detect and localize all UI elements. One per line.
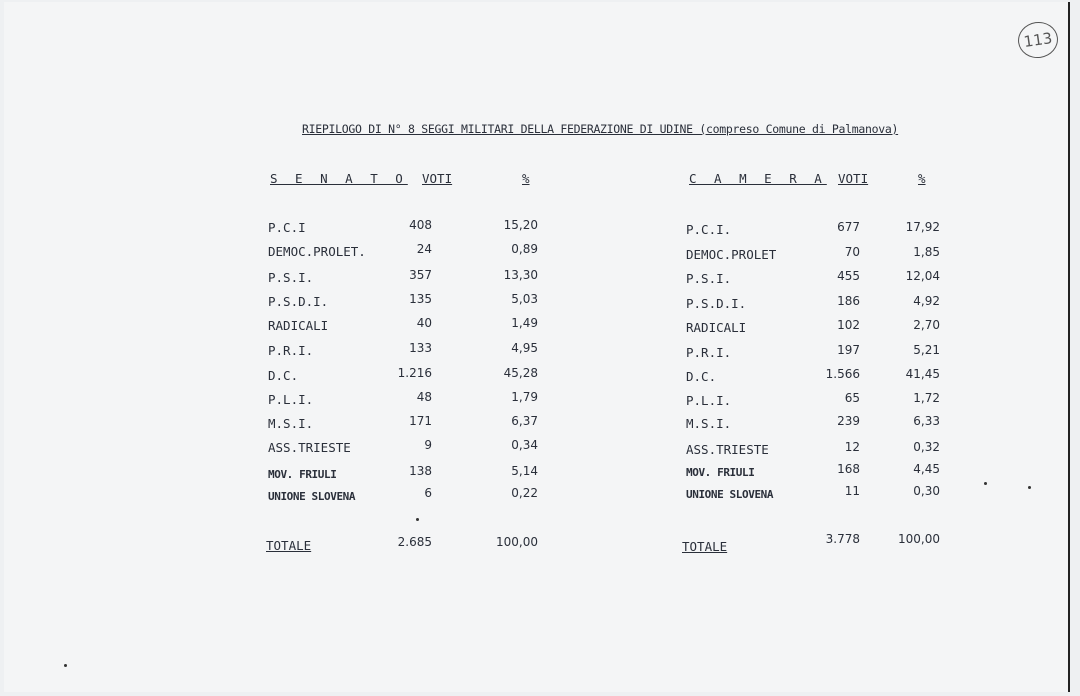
senato-total-label: TOTALE (266, 538, 312, 553)
camera-votes: 65 (844, 391, 860, 405)
senato-party-name: MOV. FRIULI (268, 468, 337, 481)
document-title: RIEPILOGO DI N° 8 SEGGI MILITARI DELLA FEDERAZIONE DI UDINE (compreso Comune di Palmanova) (302, 122, 899, 136)
scan-speck (64, 664, 67, 667)
senato-party-name: RADICALI (268, 318, 329, 333)
senato-percentage: 13,30 (503, 268, 538, 282)
senato-total-votes: 2.685 (397, 535, 432, 549)
senato-votes: 138 (409, 464, 432, 478)
scan-speck (1028, 486, 1031, 489)
camera-votes: 11 (844, 484, 860, 498)
camera-party-name: P.S.D.I. (686, 296, 747, 311)
camera-votes: 186 (837, 294, 860, 308)
senato-party-name: P.S.D.I. (268, 294, 329, 309)
senato-party-name: P.L.I. (268, 392, 314, 407)
camera-votes: 168 (837, 462, 860, 476)
camera-votes: 197 (837, 343, 860, 357)
camera-party-name: ASS.TRIESTE (686, 442, 769, 457)
senato-percentage: 6,37 (511, 414, 538, 428)
senato-votes: 135 (409, 292, 432, 306)
camera-votes: 1.566 (825, 367, 860, 381)
camera-party-name: MOV. FRIULI (686, 466, 755, 479)
senato-votes: 171 (409, 414, 432, 428)
camera-party-name: P.S.I. (686, 271, 732, 286)
senato-party-name: P.R.I. (268, 343, 314, 358)
senato-percentage: 0,89 (511, 242, 538, 256)
camera-party-name: M.S.I. (686, 416, 732, 431)
senato-votes: 48 (416, 390, 432, 404)
scan-speck (984, 482, 987, 485)
camera-percentage: 41,45 (905, 367, 940, 381)
senato-party-name: UNIONE SLOVENA (268, 490, 356, 503)
camera-total-votes: 3.778 (825, 532, 860, 546)
senato-percentage: 1,49 (511, 316, 538, 330)
camera-total-label: TOTALE (682, 539, 728, 554)
camera-votes: 12 (844, 440, 860, 454)
camera-percentage: 2,70 (913, 318, 940, 332)
senato-header: S E N A T O (270, 171, 408, 186)
camera-percentage: 12,04 (905, 269, 940, 283)
senato-percentage: 1,79 (511, 390, 538, 404)
camera-pct-header: % (918, 171, 926, 186)
camera-total-pct: 100,00 (898, 532, 940, 546)
camera-party-name: P.L.I. (686, 393, 732, 408)
camera-percentage: 0,30 (913, 484, 940, 498)
senato-party-name: P.S.I. (268, 270, 314, 285)
camera-votes: 70 (844, 245, 860, 259)
senato-party-name: P.C.I (268, 220, 306, 235)
senato-votes: 40 (416, 316, 432, 330)
senato-votes: 408 (409, 218, 432, 232)
camera-votes: 677 (837, 220, 860, 234)
senato-party-name: ASS.TRIESTE (268, 440, 351, 455)
senato-votes: 6 (424, 486, 432, 500)
senato-votes: 133 (409, 341, 432, 355)
senato-pct-header: % (522, 171, 530, 186)
document-page (4, 2, 1070, 692)
camera-percentage: 0,32 (913, 440, 940, 454)
camera-party-name: UNIONE SLOVENA (686, 488, 774, 501)
senato-party-name: M.S.I. (268, 416, 314, 431)
camera-percentage: 5,21 (913, 343, 940, 357)
camera-header: C A M E R A (689, 171, 827, 186)
camera-party-name: D.C. (686, 369, 717, 384)
camera-party-name: P.R.I. (686, 345, 732, 360)
camera-votes: 239 (837, 414, 860, 428)
senato-percentage: 4,95 (511, 341, 538, 355)
senato-percentage: 0,34 (511, 438, 538, 452)
senato-percentage: 5,14 (511, 464, 538, 478)
scan-speck (416, 518, 419, 521)
senato-votes: 357 (409, 268, 432, 282)
senato-total-pct: 100,00 (496, 535, 538, 549)
senato-votes-header: VOTI (422, 171, 453, 186)
camera-party-name: RADICALI (686, 320, 747, 335)
senato-percentage: 45,28 (503, 366, 538, 380)
senato-percentage: 5,03 (511, 292, 538, 306)
senato-party-name: D.C. (268, 368, 299, 383)
senato-votes: 9 (424, 438, 432, 452)
folio-number: 113 (1016, 19, 1061, 60)
camera-votes: 102 (837, 318, 860, 332)
camera-percentage: 1,72 (913, 391, 940, 405)
camera-votes: 455 (837, 269, 860, 283)
camera-percentage: 4,45 (913, 462, 940, 476)
camera-party-name: P.C.I. (686, 222, 732, 237)
camera-percentage: 4,92 (913, 294, 940, 308)
camera-percentage: 1,85 (913, 245, 940, 259)
senato-party-name: DEMOC.PROLET. (268, 244, 366, 259)
senato-votes: 1.216 (397, 366, 432, 380)
camera-percentage: 6,33 (913, 414, 940, 428)
camera-party-name: DEMOC.PROLET (686, 247, 777, 262)
senato-percentage: 0,22 (511, 486, 538, 500)
senato-votes: 24 (416, 242, 432, 256)
camera-percentage: 17,92 (905, 220, 940, 234)
senato-percentage: 15,20 (503, 218, 538, 232)
camera-votes-header: VOTI (838, 171, 869, 186)
